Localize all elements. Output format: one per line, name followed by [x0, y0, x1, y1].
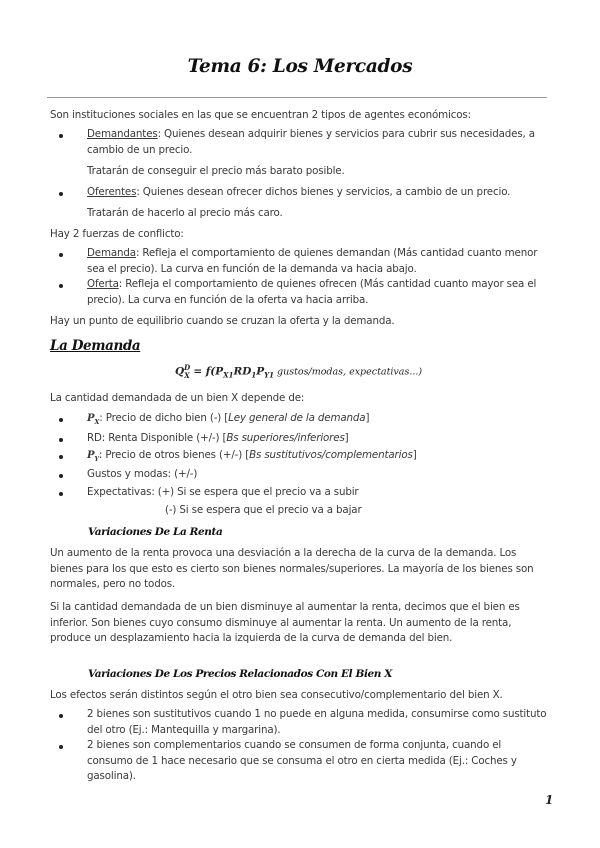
precios-intro: Los efectos serán distintos según el otro bien sea consecutivo/complementario del bien X.	[50, 689, 503, 701]
list-item-complementarios: 2 bienes son complementarios cuando se consumen de forma conjunta, cuando el consumo de 1 hace necesario que se consuma el otro en cierta medida (Ej.: Coches y gasolina).	[87, 739, 517, 782]
formula-sub: X	[184, 370, 190, 380]
bullet-icon	[59, 474, 63, 478]
term-oferentes: Oferentes	[87, 186, 137, 198]
list-item-sustitutivos: 2 bienes son sustitutivos cuando 1 no puede en alguna medida, consumirse como sustituto del otro (Ej.: Mantequilla y margarina).	[87, 708, 547, 736]
formula-py: P	[256, 365, 265, 378]
forces-intro: Hay 2 fuerzas de conflicto:	[50, 228, 184, 240]
bullet-icon	[59, 492, 63, 496]
symbol-py: $P_Y$	[87, 450, 99, 463]
term-oferta: Oferta	[87, 278, 119, 290]
formula-py-sub: Y1	[264, 370, 274, 380]
definition-oferentes: : Quienes desean ofrecer dichos bienes y servicios, a cambio de un precio.	[136, 186, 511, 198]
formula-px-sub: X1	[223, 370, 234, 380]
bullet-icon	[59, 418, 63, 422]
formula-rd-sub: 1	[251, 370, 257, 380]
intro-paragraph: Son instituciones sociales en las que se encuentran 2 tipos de agentes económicos:	[50, 109, 471, 121]
list-item-demandantes	[87, 127, 549, 158]
formula-rest: gustos/modas, expectativas...)	[273, 366, 423, 378]
formula-q: Q	[175, 365, 185, 378]
factor-gustos: Gustos y modas: (+/-)	[87, 468, 198, 480]
definition-demandantes: : Quienes desean adquirir bienes y servicios para cubrir sus necesidades, a cambio de un precio.	[87, 128, 535, 156]
note-demandantes: Tratarán de conseguir el precio más barato posible.	[87, 165, 345, 177]
factor-price-y: $P_Y$: Precio de otros bienes (+/-) [Bs sustitutivos/complementarios]	[87, 449, 417, 463]
factor-price-x: $P_X$: Precio de dicho bien (-) [Ley general de la demanda]	[87, 412, 370, 426]
symbol-px: $P_X$	[87, 413, 100, 426]
factor-expectativas: Expectativas: (+) Si se espera que el precio va a subir	[87, 486, 359, 498]
title-divider	[47, 97, 547, 98]
demand-formula	[175, 363, 422, 380]
subheading-precios-relacionados: Variaciones De Los Precios Relacionados Con El Bien X	[88, 668, 393, 680]
demand-factors-intro: La cantidad demandada de un bien X depende de:	[50, 392, 305, 404]
factor-renta: RD: Renta Disponible (+/-) [Bs superiores/inferiores]	[87, 432, 349, 444]
note-oferentes: Tratarán de hacerlo al precio más caro.	[87, 207, 283, 219]
formula-eq: = f(P	[189, 365, 224, 378]
bullet-icon	[59, 284, 63, 288]
bullet-icon	[59, 438, 63, 442]
bullet-icon	[59, 192, 63, 196]
bullet-icon	[59, 134, 63, 138]
term-demandantes: Demandantes	[87, 128, 158, 140]
definition-demanda: : Refleja el comportamiento de quienes demandan (Más cantidad cuanto menor sea el precio). La curva en función de la demanda va hacia abajo.	[87, 247, 538, 275]
bullet-icon	[59, 714, 63, 718]
list-item-oferentes	[87, 185, 549, 201]
list-item-demanda	[87, 246, 549, 277]
page-number: 1	[545, 793, 554, 807]
bullet-icon	[59, 253, 63, 257]
renta-paragraph-1: Un aumento de la renta provoca una desviación a la derecha de la curva de la demanda. Los bienes para los que esto es cierto son bienes normales/superiores. La mayoría de los bienes son normales, pero no todos.	[50, 547, 534, 590]
formula-rd: RD	[233, 365, 252, 378]
renta-paragraph-2: Si la cantidad demandada de un bien disminuye al aumentar la renta, decimos que el bien es inferior. Son bienes cuyo consumo disminuye al aumentar la renta. Un aumento de la renta, produce un desplazamiento hacia la izquierda de la curva de demanda del bien.	[50, 601, 520, 644]
factor-expectativas-negative: (-) Si se espera que el precio va a bajar	[165, 504, 362, 516]
formula-sup: D	[184, 363, 191, 372]
subheading-renta: Variaciones De La Renta	[88, 526, 223, 538]
bullet-icon	[59, 455, 63, 459]
page-title: Tema 6: Los Mercados	[187, 56, 413, 77]
definition-oferta: : Refleja el comportamiento de quienes ofrecen (Más cantidad cuanto mayor sea el precio). La curva en función de la oferta va hacia arriba.	[87, 278, 537, 306]
term-demanda: Demanda	[87, 247, 136, 259]
equilibrium-paragraph: Hay un punto de equilibrio cuando se cruzan la oferta y la demanda.	[50, 315, 395, 327]
list-item-oferta	[87, 277, 549, 308]
bullet-icon	[59, 745, 63, 749]
section-heading-demanda: La Demanda	[50, 338, 141, 354]
